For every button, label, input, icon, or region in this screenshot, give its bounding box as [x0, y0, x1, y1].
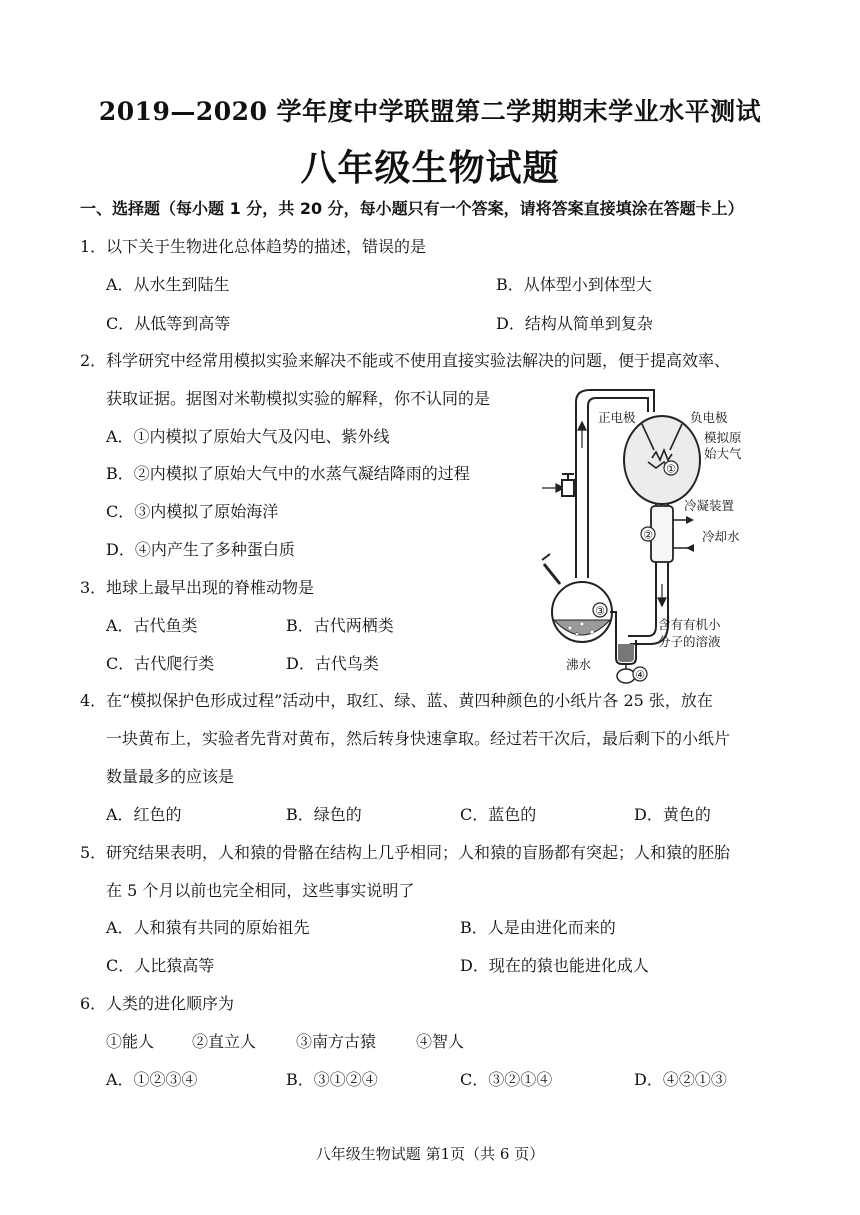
label-solution-2: 分子的溶液 — [658, 634, 721, 649]
option-a: A．①内模拟了原始大气及闪电、紫外线 — [106, 427, 390, 446]
option-d: D．古代鸟类 — [286, 654, 379, 673]
question-number: 1． — [80, 237, 107, 256]
question-stem-line: 一块黄布上，实验者先背对黄布，然后转身快速拿取。经过若干次后，最后剩下的小纸片 — [106, 729, 731, 748]
option-c: C．蓝色的 — [460, 805, 537, 824]
question-stem-line: 获取证据。据图对米勒模拟实验的解释，你不认同的是 — [106, 389, 491, 408]
question-stem: 以下关于生物进化总体趋势的描述，错误的是 — [106, 237, 427, 256]
option-c: C．古代爬行类 — [106, 654, 215, 673]
sequence-item: ①能人 — [106, 1032, 155, 1051]
option-c: C．③内模拟了原始海洋 — [106, 502, 279, 521]
label-positive-electrode: 正电极 — [598, 410, 636, 425]
option-a: A．①②③④ — [106, 1070, 198, 1089]
question-5 — [80, 840, 730, 863]
label-boiling-water: 沸水 — [566, 657, 592, 672]
label-n1: ① — [666, 462, 676, 476]
question-stem: 人类的进化顺序为 — [106, 994, 235, 1013]
option-d: D．④②①③ — [634, 1070, 727, 1089]
option-b: B．古代两栖类 — [286, 616, 394, 635]
option-b: B．从体型小到体型大 — [496, 275, 652, 294]
question-stem-line: 在 5 个月以前也完全相同，这些事实说明了 — [106, 881, 415, 900]
sequence-item: ④智人 — [416, 1032, 465, 1051]
question-stem: 在“模拟保护色形成过程”活动中，取红、绿、蓝、黄四种颜色的小纸片各 25 张，放在 — [106, 691, 713, 710]
option-a: A．红色的 — [106, 805, 182, 824]
question-1 — [80, 234, 426, 257]
label-n2: ② — [643, 528, 653, 542]
option-b: B．绿色的 — [286, 805, 362, 824]
label-negative-electrode: 负电极 — [690, 410, 728, 425]
question-4 — [80, 688, 713, 711]
option-d: D．现在的猿也能进化成人 — [460, 956, 649, 975]
option-d: D．黄色的 — [634, 805, 711, 824]
question-number: 3． — [80, 578, 107, 597]
option-c: C．从低等到高等 — [106, 314, 231, 333]
option-a: A．古代鱼类 — [106, 616, 198, 635]
label-n3: ③ — [595, 604, 605, 618]
label-cooling-water: 冷却水 — [702, 529, 740, 544]
option-b: B．③①②④ — [286, 1070, 378, 1089]
question-stem: 研究结果表明，人和猿的骨骼在结构上几乎相同；人和猿的盲肠都有突起；人和猿的胚胎 — [106, 843, 731, 862]
label-solution-1: 含有有机小 — [658, 617, 721, 632]
option-c: C．③②①④ — [460, 1070, 553, 1089]
miller-experiment-diagram — [530, 388, 770, 688]
label-simulated-atmosphere-2: 始大气 — [704, 446, 742, 461]
page-footer: 八年级生物试题 第1页（共 6 页） — [315, 1145, 545, 1163]
question-stem-line: 数量最多的应该是 — [106, 767, 235, 786]
sequence-item: ②直立人 — [192, 1032, 257, 1051]
question-number: 5． — [80, 843, 107, 862]
question-number: 2． — [80, 351, 107, 370]
option-d: D．结构从简单到复杂 — [496, 314, 653, 333]
sequence-item: ③南方古猿 — [296, 1032, 377, 1051]
label-condenser: 冷凝装置 — [684, 498, 735, 513]
label-simulated-atmosphere-1: 模拟原 — [704, 430, 742, 445]
question-6 — [80, 991, 234, 1014]
option-d: D．④内产生了多种蛋白质 — [106, 540, 295, 559]
question-stem: 地球上最早出现的脊椎动物是 — [106, 578, 315, 597]
option-b: B．②内模拟了原始大气中的水蒸气凝结降雨的过程 — [106, 464, 470, 483]
question-number: 6． — [80, 994, 107, 1013]
label-n4: ④ — [635, 668, 645, 682]
option-b: B．人是由进化而来的 — [460, 918, 616, 937]
subject-title: 八年级生物试题 — [300, 148, 560, 189]
option-a: A．从水生到陆生 — [106, 275, 230, 294]
question-3 — [80, 575, 314, 598]
exam-title: 2019—2020 学年度中学联盟第二学期期末学业水平测试 — [98, 97, 762, 126]
question-stem: 科学研究中经常用模拟实验来解决不能或不使用直接实验法解决的问题，便于提高效率、 — [106, 351, 731, 370]
section-title: 一、选择题（每小题 1 分，共 20 分，每小题只有一个答案，请将答案直接填涂在答题卡上） — [80, 199, 744, 218]
question-2 — [80, 348, 730, 371]
option-a: A．人和猿有共同的原始祖先 — [106, 918, 310, 937]
question-number: 4． — [80, 691, 107, 710]
option-c: C．人比猿高等 — [106, 956, 215, 975]
